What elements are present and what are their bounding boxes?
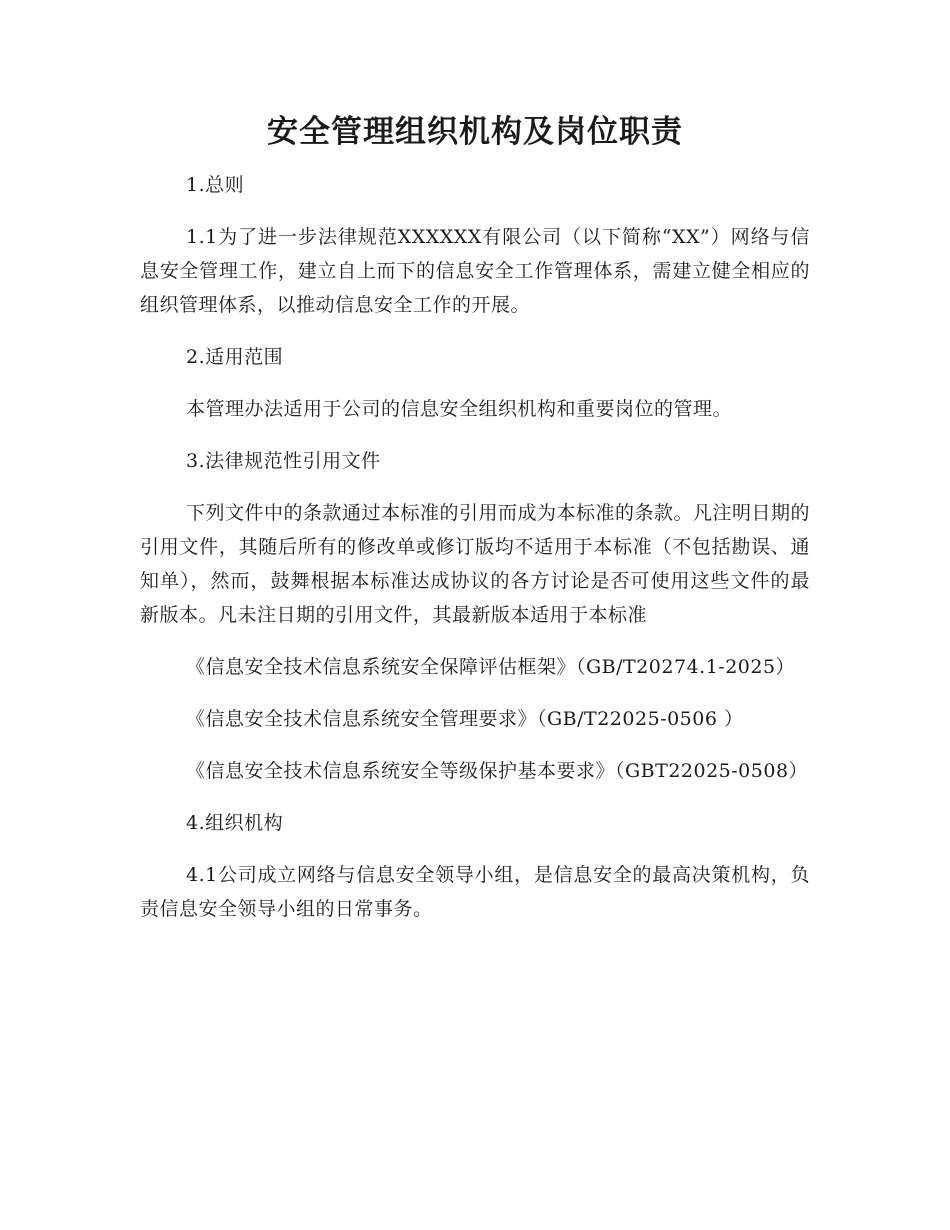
document-body xyxy=(140,168,810,944)
reference-item-1: 《信息安全技术信息系统安全保障评估框架》（GB/T20274.1-2025） xyxy=(186,656,796,678)
paragraph-organization: 4.1公司成立网络与信息安全领导小组，是信息安全的最高决策机构，负责信息安全领导小组的日常事务。 xyxy=(140,864,810,920)
section-heading-organization: 4.组织机构 xyxy=(186,812,284,834)
paragraph-scope: 本管理办法适用于公司的信息安全组织机构和重要岗位的管理。 xyxy=(186,398,733,420)
section-heading-references: 3.法律规范性引用文件 xyxy=(186,450,381,472)
paragraph-references: 下列文件中的条款通过本标准的引用而成为本标准的条款。凡注明日期的引用文件，其随后所有的修改单或修订版均不适用于本标准（不包括勘误、通知单），然而，鼓舞根据本标准达成协议的各方讨论是否可使用这些文件的最新版本。凡未注日期的引用文件，其最新版本适用于本标准 xyxy=(140,502,811,626)
page-title: 安全管理组织机构及岗位职责 xyxy=(267,114,683,150)
reference-item-3: 《信息安全技术信息系统安全等级保护基本要求》（GBT22025-0508） xyxy=(186,760,809,782)
section-heading-scope: 2.适用范围 xyxy=(186,346,284,368)
paragraph-purpose: 1.1为了进一步法律规范XXXXXX有限公司（以下简称“XX”）网络与信息安全管理工作，建立自上而下的信息安全工作管理体系，需建立健全相应的组织管理体系，以推动信息安全工作的开展。 xyxy=(140,226,810,316)
section-heading-general: 1.总则 xyxy=(186,174,245,196)
reference-item-2: 《信息安全技术信息系统安全管理要求》（GB/T22025-0506 ） xyxy=(186,708,744,730)
